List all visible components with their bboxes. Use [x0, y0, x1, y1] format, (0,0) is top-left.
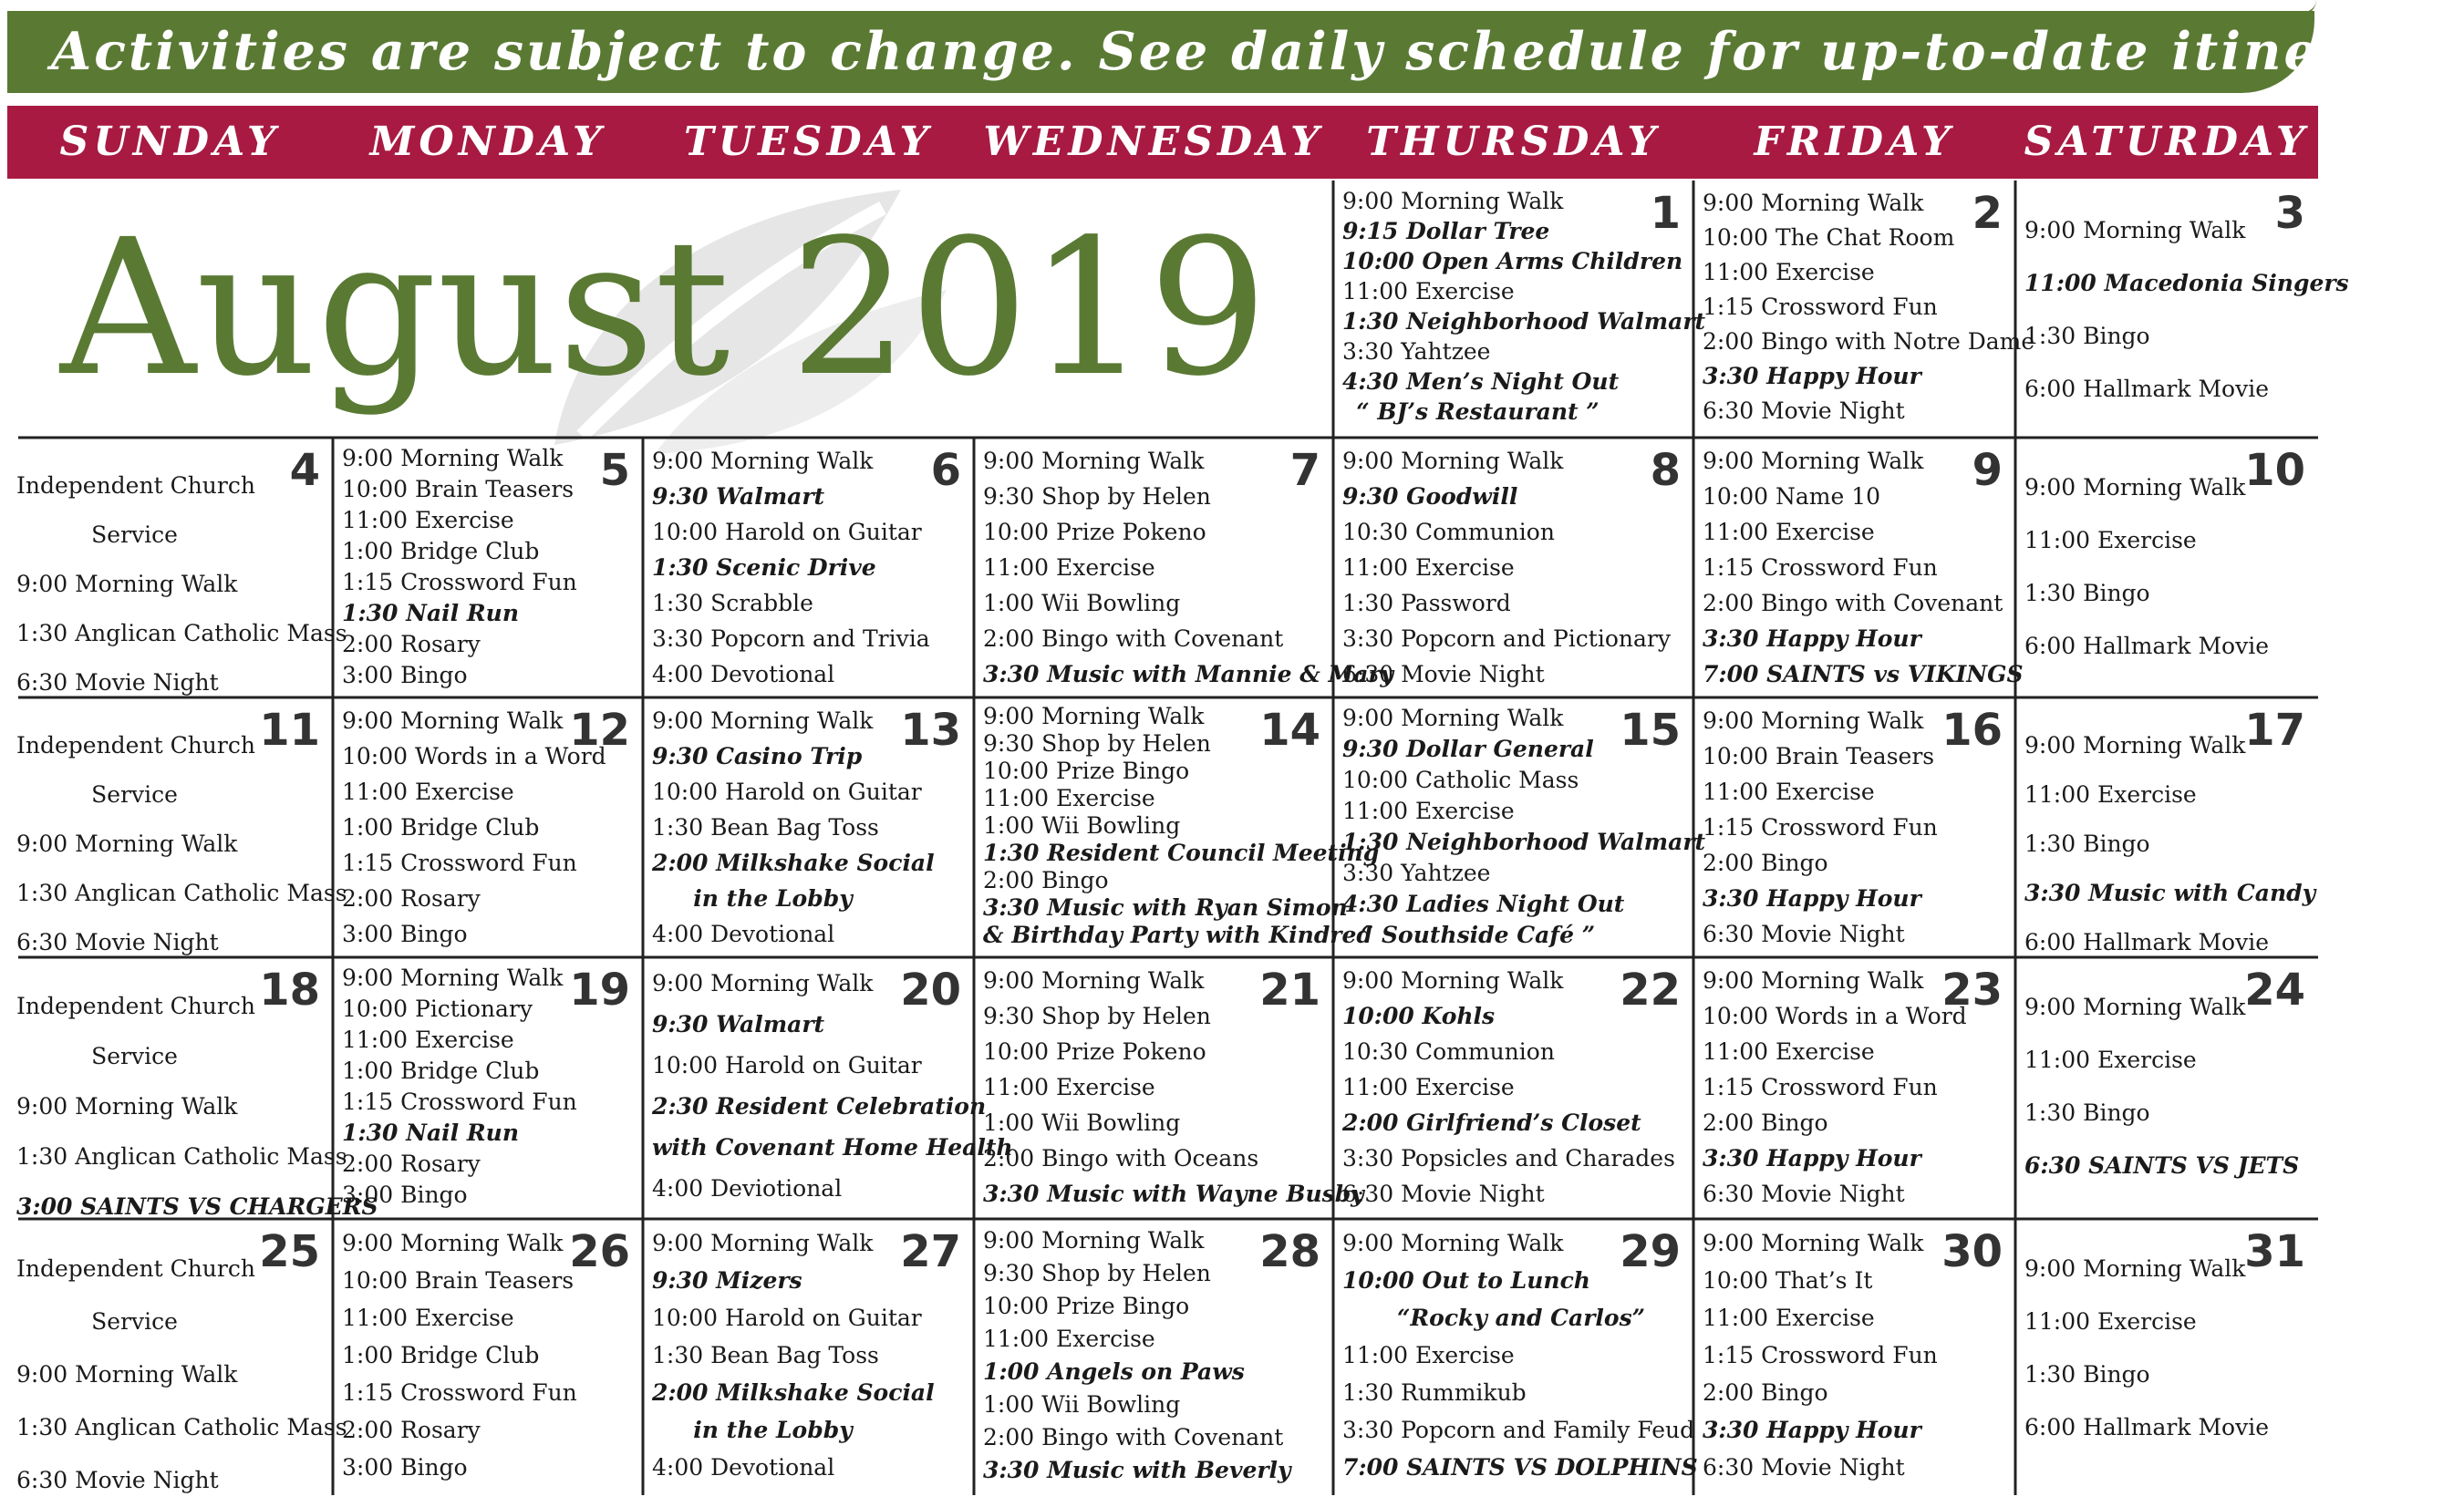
day-number: 10 — [2244, 445, 2305, 496]
day-cell-12[interactable] — [333, 697, 643, 957]
event-item: 9:30 Shop by Helen — [983, 483, 1211, 510]
event-item: 10:00 Kohls — [1342, 1003, 1496, 1029]
day-number: 16 — [1941, 705, 2003, 756]
event-item: 3:00 Bingo — [342, 1182, 468, 1208]
event-item: 9:00 Morning Walk — [16, 1361, 238, 1388]
event-item: 1:30 Neighborhood Walmart — [1342, 308, 1706, 335]
event-item: 1:30 Anglican Catholic Mass — [16, 620, 347, 646]
day-number: 17 — [2244, 705, 2305, 756]
event-item: Service — [91, 1043, 178, 1069]
event-item: 3:00 SAINTS VS CHARGERS — [16, 1193, 378, 1220]
event-item: 10:00 Open Arms Children — [1342, 248, 1683, 274]
day-number: 4 — [289, 445, 320, 496]
day-number: 3 — [2274, 188, 2305, 239]
event-item: Service — [91, 521, 178, 548]
title-area — [7, 181, 1330, 436]
event-item: 3:30 Happy Hour — [1703, 625, 1921, 652]
event-item: 9:00 Morning Walk — [1703, 707, 1924, 734]
event-item: 3:30 Yahtzee — [1342, 338, 1491, 365]
event-item: 10:00 Prize Bingo — [983, 1293, 1190, 1319]
event-item: 1:00 Wii Bowling — [983, 1110, 1181, 1136]
day-cell-23[interactable] — [1693, 957, 2015, 1219]
event-item: 4:00 Deviotional — [652, 1175, 843, 1202]
event-item: 2:00 Bingo with Oceans — [983, 1145, 1259, 1172]
day-cell-29[interactable] — [1333, 1219, 1698, 1495]
event-item: 9:00 Morning Walk — [1342, 188, 1564, 214]
event-list — [2024, 186, 2349, 416]
event-item: 11:00 Exercise — [983, 1326, 1155, 1352]
day-number: 28 — [1259, 1226, 1320, 1277]
event-item: 1:30 Password — [1342, 590, 1511, 616]
event-item: 3:30 Yahtzee — [1342, 860, 1491, 886]
event-item: 10:00 Pictionary — [342, 996, 533, 1022]
day-number: 19 — [569, 965, 630, 1016]
day-number: 22 — [1620, 965, 1681, 1016]
event-item: 7:00 SAINTS VS DOLPHINS — [1342, 1454, 1698, 1481]
event-item: 9:00 Morning Walk — [2024, 1255, 2246, 1282]
event-item: 1:30 Bingo — [2024, 831, 2150, 857]
day-cell-9[interactable] — [1693, 438, 2024, 697]
event-item: 1:30 Bean Bag Toss — [652, 1342, 879, 1368]
event-item: 10:00 Words in a Word — [342, 743, 606, 769]
event-item: 4:30 Men’s Night Out — [1342, 368, 1620, 395]
event-item: 2:00 Rosary — [342, 1151, 481, 1177]
event-item: 9:00 Morning Walk — [1703, 967, 1924, 994]
event-item: 9:00 Morning Walk — [1342, 967, 1564, 994]
event-item: in the Lobby — [693, 885, 853, 912]
day-number: 31 — [2244, 1226, 2305, 1277]
event-item: 9:00 Morning Walk — [16, 831, 238, 857]
event-item: 6:00 Hallmark Movie — [2024, 376, 2270, 402]
event-item: 10:00 Brain Teasers — [342, 1267, 575, 1294]
event-item: 6:30 Movie Night — [1703, 1181, 1905, 1207]
event-item: 1:00 Bridge Club — [342, 1058, 540, 1084]
event-item: 11:00 Exercise — [1342, 798, 1515, 824]
event-item: 3:30 Happy Hour — [1703, 363, 1921, 389]
day-number: 18 — [259, 965, 320, 1016]
event-item: 10:00 Prize Bingo — [983, 758, 1190, 784]
event-item: 10:00 Harold on Guitar — [652, 1305, 922, 1331]
event-item: in the Lobby — [693, 1417, 853, 1443]
event-item: 3:30 Happy Hour — [1703, 1145, 1921, 1172]
day-number: 1 — [1650, 188, 1681, 239]
event-item: 1:30 Bingo — [2024, 1099, 2150, 1126]
event-item: 1:15 Crossword Fun — [1703, 1074, 1938, 1100]
event-item: 6:00 Hallmark Movie — [2024, 929, 2270, 955]
event-item: 1:30 Neighborhood Walmart — [1342, 829, 1706, 855]
day-number: 24 — [2244, 965, 2305, 1016]
event-item: 9:00 Morning Walk — [342, 445, 564, 471]
weekday-wednesday: WEDNESDAY — [983, 119, 1324, 165]
event-item: 9:00 Morning Walk — [1703, 1230, 1924, 1256]
day-cell-27[interactable] — [643, 1219, 974, 1495]
event-item: 11:00 Macedonia Singers — [2024, 270, 2349, 296]
event-item: 6:30 Movie Night — [16, 1467, 219, 1493]
event-item: 2:00 Rosary — [342, 631, 481, 657]
event-item: 1:15 Crossword Fun — [1703, 1342, 1938, 1368]
event-item: 10:30 Communion — [1342, 1038, 1555, 1065]
event-item: 2:30 Resident Celebration — [652, 1093, 987, 1120]
event-item: 4:00 Devotional — [652, 1454, 835, 1481]
day-cell-5[interactable] — [333, 438, 643, 697]
event-item: 9:00 Morning Walk — [652, 1230, 874, 1256]
event-item: 11:00 Exercise — [1703, 519, 1875, 545]
event-item: 3:30 Music with Ryan Simon — [983, 894, 1348, 921]
event-item: 1:30 Anglican Catholic Mass — [16, 880, 347, 906]
event-item: 11:00 Exercise — [2024, 1047, 2197, 1073]
day-cell-31[interactable] — [2015, 1219, 2318, 1495]
event-item: 11:00 Exercise — [983, 554, 1155, 581]
event-item: 1:30 Nail Run — [342, 600, 519, 626]
event-item: 9:00 Morning Walk — [652, 970, 874, 996]
event-list — [983, 443, 1394, 692]
event-item: 2:00 Bingo — [983, 867, 1109, 893]
event-list — [652, 443, 967, 692]
event-item: 10:00 Out to Lunch — [1342, 1267, 1590, 1294]
event-item: 9:30 Shop by Helen — [983, 1260, 1211, 1286]
event-item: 9:30 Shop by Helen — [983, 1003, 1211, 1029]
event-item: 1:15 Crossword Fun — [342, 1379, 577, 1406]
event-item: 11:00 Exercise — [1703, 779, 1875, 805]
event-item: “ Southside Café ” — [1360, 922, 1596, 948]
event-item: 2:00 Bingo with Covenant — [983, 625, 1284, 652]
event-item: 6:30 Movie Night — [1703, 1454, 1905, 1481]
event-item: 9:00 Morning Walk — [1703, 190, 1924, 216]
event-item: 9:30 Casino Trip — [652, 743, 863, 769]
event-item: 1:15 Crossword Fun — [342, 850, 577, 876]
event-item: 11:00 Exercise — [2024, 527, 2197, 553]
event-item: 6:30 Movie Night — [16, 669, 219, 696]
event-item: 10:00 That’s It — [1703, 1267, 1873, 1294]
weekday-friday: FRIDAY — [1754, 119, 1955, 165]
day-cell-15[interactable] — [1333, 697, 1706, 957]
weekday-header — [7, 106, 2318, 179]
event-item: 11:00 Exercise — [1342, 1074, 1515, 1100]
event-item: 1:30 Rummikub — [1342, 1379, 1527, 1406]
event-item: 2:00 Bingo with Notre Dame — [1703, 328, 2035, 355]
day-cell-24[interactable] — [2015, 957, 2318, 1219]
event-item: 1:00 Bridge Club — [342, 814, 540, 841]
event-item: 2:00 Milkshake Social — [652, 1379, 935, 1406]
event-item: 1:15 Crossword Fun — [1703, 554, 1938, 581]
day-number: 9 — [1972, 445, 2003, 496]
event-item: 1:30 Resident Council Meeting — [983, 840, 1380, 866]
event-item: 3:00 Bingo — [342, 921, 468, 947]
event-item: 2:00 Bingo with Covenant — [983, 1424, 1284, 1450]
day-cell-3[interactable] — [2015, 181, 2349, 438]
day-number: 20 — [900, 965, 961, 1016]
day-cell-10[interactable] — [2015, 438, 2318, 697]
event-item: 11:00 Exercise — [1342, 554, 1515, 581]
day-cell-2[interactable] — [1693, 181, 2035, 438]
event-item: Independent Church — [16, 472, 255, 499]
event-item: 7:00 SAINTS vs VIKINGS — [1703, 661, 2024, 687]
event-item: 6:00 Hallmark Movie — [2024, 633, 2270, 659]
day-cell-8[interactable] — [1333, 438, 1693, 697]
day-cell-17[interactable] — [2015, 697, 2318, 957]
event-item: 3:30 Music with Wayne Busby — [983, 1181, 1364, 1207]
event-item: 9:30 Shop by Helen — [983, 730, 1211, 757]
day-number: 15 — [1620, 705, 1681, 756]
event-item: 9:00 Morning Walk — [1342, 448, 1564, 474]
event-item: 10:00 Harold on Guitar — [652, 519, 922, 545]
event-item: 9:00 Morning Walk — [983, 448, 1205, 474]
event-item: 2:00 Rosary — [342, 885, 481, 912]
event-item: 3:00 Bingo — [342, 1454, 468, 1481]
notice-banner: Activities are subject to change. See daily schedule for up-to-date itinerary. — [7, 11, 2314, 93]
event-item: 11:00 Exercise — [342, 779, 514, 805]
event-item: 10:00 Name 10 — [1703, 483, 1881, 510]
event-item: 9:00 Morning Walk — [16, 1093, 238, 1120]
event-item: 4:30 Ladies Night Out — [1342, 891, 1625, 917]
day-cell-1[interactable] — [1333, 181, 1706, 438]
day-cell-26[interactable] — [333, 1219, 643, 1495]
day-cell-25[interactable] — [7, 1219, 347, 1495]
event-item: 9:00 Morning Walk — [2024, 732, 2246, 759]
event-item: 10:00 Harold on Guitar — [652, 779, 922, 805]
event-item: 1:00 Bridge Club — [342, 538, 540, 564]
event-item: 10:30 Communion — [1342, 519, 1555, 545]
event-item: 3:30 Happy Hour — [1703, 1417, 1921, 1443]
event-item: 9:00 Morning Walk — [342, 965, 564, 991]
day-cell-20[interactable] — [643, 957, 1013, 1219]
day-number: 13 — [900, 705, 961, 756]
event-item: 1:15 Crossword Fun — [1703, 814, 1938, 841]
event-item: 9:00 Morning Walk — [983, 703, 1205, 729]
event-item: 9:30 Walmart — [652, 1011, 825, 1037]
event-item: 1:30 Bingo — [2024, 580, 2150, 606]
event-item: 2:00 Bingo — [1703, 1110, 1828, 1136]
event-item: 11:00 Exercise — [983, 785, 1155, 811]
event-item: 6:30 Movie Night — [1342, 661, 1545, 687]
event-item: 11:00 Exercise — [1703, 259, 1875, 285]
event-item: 9:30 Walmart — [652, 483, 825, 510]
day-number: 27 — [900, 1226, 961, 1277]
event-item: 10:00 Brain Teasers — [342, 476, 575, 502]
event-list — [16, 443, 347, 707]
event-item: 1:15 Crossword Fun — [342, 1089, 577, 1115]
event-item: Service — [91, 1308, 178, 1335]
event-item: Independent Church — [16, 732, 255, 759]
event-item: 9:30 Mizers — [652, 1267, 802, 1294]
event-item: & Birthday Party with Kindred — [983, 922, 1372, 948]
day-cell-28[interactable] — [974, 1219, 1333, 1495]
day-number: 29 — [1620, 1226, 1681, 1277]
event-list — [1342, 186, 1706, 427]
day-cell-30[interactable] — [1693, 1219, 2015, 1495]
event-item: 9:30 Goodwill — [1342, 483, 1518, 510]
event-item: 10:00 Prize Pokeno — [983, 1038, 1206, 1065]
event-item: 10:00 The Chat Room — [1703, 224, 1955, 251]
event-item: 2:00 Girlfriend’s Closet — [1342, 1110, 1641, 1136]
event-item: 6:30 Movie Night — [1342, 1181, 1545, 1207]
event-item: 2:00 Bingo — [1703, 850, 1828, 876]
day-cell-6[interactable] — [643, 438, 974, 697]
event-item: 3:30 Music with Mannie & Mary — [983, 661, 1394, 687]
event-item: 6:00 Hallmark Movie — [2024, 1414, 2270, 1440]
event-item: 9:00 Morning Walk — [983, 1227, 1205, 1254]
weekday-thursday: THURSDAY — [1366, 119, 1661, 165]
event-item: 2:00 Bingo — [1703, 1379, 1828, 1406]
event-item: 1:30 Bean Bag Toss — [652, 814, 879, 841]
event-item: 11:00 Exercise — [342, 1027, 514, 1053]
day-cell-19[interactable] — [333, 957, 643, 1219]
day-number: 21 — [1259, 965, 1320, 1016]
event-list — [342, 443, 636, 691]
event-list — [1703, 443, 2024, 692]
day-cell-13[interactable] — [643, 697, 974, 957]
weekday-tuesday: TUESDAY — [684, 119, 933, 165]
event-item: Independent Church — [16, 1255, 255, 1282]
event-item: 1:00 Angels on Paws — [983, 1358, 1245, 1385]
event-item: 1:15 Crossword Fun — [1703, 294, 1938, 320]
event-item: 1:15 Crossword Fun — [342, 569, 577, 595]
month-title: August 2019 — [60, 199, 1268, 418]
event-item: 9:00 Morning Walk — [342, 1230, 564, 1256]
event-item: 9:00 Morning Walk — [1703, 448, 1924, 474]
event-item: 1:00 Bridge Club — [342, 1342, 540, 1368]
event-item: 10:00 Harold on Guitar — [652, 1052, 922, 1079]
event-item: 10:00 Prize Pokeno — [983, 519, 1206, 545]
event-item: 9:00 Morning Walk — [16, 571, 238, 597]
event-item: 1:30 Bingo — [2024, 1361, 2150, 1388]
day-number: 12 — [569, 705, 630, 756]
day-cell-14[interactable] — [974, 697, 1380, 957]
event-item: “Rocky and Carlos” — [1397, 1305, 1646, 1331]
event-item: 9:00 Morning Walk — [2024, 994, 2246, 1020]
event-item: 1:30 Bingo — [2024, 323, 2150, 349]
event-item: 2:00 Milkshake Social — [652, 850, 935, 876]
day-cell-4[interactable] — [7, 438, 347, 697]
weekday-monday: MONDAY — [369, 119, 606, 165]
event-item: 11:00 Exercise — [2024, 1308, 2197, 1335]
event-item: 4:00 Devotional — [652, 921, 835, 947]
event-item: 11:00 Exercise — [1703, 1305, 1875, 1331]
event-item: 6:30 SAINTS VS JETS — [2024, 1152, 2300, 1179]
day-cell-21[interactable] — [974, 957, 1364, 1219]
day-number: 11 — [259, 705, 320, 756]
event-item: 9:00 Morning Walk — [652, 707, 874, 734]
event-item: 2:00 Bingo with Covenant — [1703, 590, 2003, 616]
event-item: 11:00 Exercise — [342, 507, 514, 533]
day-number: 5 — [599, 445, 630, 496]
event-item: 9:15 Dollar Tree — [1342, 218, 1550, 244]
event-item: 3:30 Popcorn and Trivia — [652, 625, 930, 652]
day-number: 30 — [1941, 1226, 2003, 1277]
event-item: 3:30 Music with Beverly — [983, 1457, 1291, 1483]
event-item: 11:00 Exercise — [2024, 781, 2197, 808]
event-item: 3:30 Popcorn and Pictionary — [1342, 625, 1671, 652]
event-item: 1:00 Wii Bowling — [983, 1391, 1181, 1418]
event-item: Independent Church — [16, 993, 255, 1019]
event-item: 1:30 Nail Run — [342, 1120, 519, 1146]
day-number: 8 — [1650, 445, 1681, 496]
event-item: 2:00 Rosary — [342, 1417, 481, 1443]
event-item: 11:00 Exercise — [1703, 1038, 1875, 1065]
event-item: 10:00 Brain Teasers — [1703, 743, 1935, 769]
event-item: 1:00 Wii Bowling — [983, 590, 1181, 616]
event-item: 9:00 Morning Walk — [342, 707, 564, 734]
day-cell-22[interactable] — [1333, 957, 1693, 1219]
day-cell-18[interactable] — [7, 957, 378, 1220]
day-cell-11[interactable] — [7, 697, 347, 957]
event-item: “ BJ’s Restaurant ” — [1356, 398, 1600, 425]
event-item: 1:30 Scenic Drive — [652, 554, 876, 581]
event-list — [1703, 186, 2035, 428]
day-number: 7 — [1289, 445, 1320, 496]
event-item: 9:00 Morning Walk — [1342, 705, 1564, 731]
day-cell-16[interactable] — [1693, 697, 2015, 957]
event-item: 6:30 Movie Night — [1703, 397, 1905, 424]
event-item: 9:00 Morning Walk — [1342, 1230, 1564, 1256]
event-item: 9:00 Morning Walk — [983, 967, 1205, 994]
day-number: 23 — [1941, 965, 2003, 1016]
event-item: 3:30 Happy Hour — [1703, 885, 1921, 912]
event-item: 11:00 Exercise — [342, 1305, 514, 1331]
event-item: 9:30 Dollar General — [1342, 736, 1594, 762]
event-item: 9:00 Morning Walk — [2024, 474, 2246, 501]
day-cell-7[interactable] — [974, 438, 1394, 697]
event-item: 3:30 Popcorn and Family Feud — [1342, 1417, 1695, 1443]
event-item: 1:30 Anglican Catholic Mass — [16, 1414, 347, 1440]
day-number: 26 — [569, 1226, 630, 1277]
event-item: 3:30 Music with Candy — [2024, 880, 2316, 906]
event-item: 3:00 Bingo — [342, 662, 468, 688]
day-number: 25 — [259, 1226, 320, 1277]
event-item: 4:00 Devotional — [652, 661, 835, 687]
day-number: 2 — [1972, 188, 2003, 239]
event-item: 9:00 Morning Walk — [652, 448, 874, 474]
event-item: 1:00 Wii Bowling — [983, 812, 1181, 839]
weekday-sunday: SUNDAY — [59, 119, 281, 165]
event-item: 1:30 Scrabble — [652, 590, 813, 616]
event-item: 11:00 Exercise — [983, 1074, 1155, 1100]
event-item: 1:30 Anglican Catholic Mass — [16, 1143, 347, 1170]
event-item: 3:30 Popsicles and Charades — [1342, 1145, 1675, 1172]
event-list — [1342, 443, 1686, 692]
day-number: 14 — [1259, 705, 1320, 756]
event-item: 10:00 Words in a Word — [1703, 1003, 1967, 1029]
event-item: 6:30 Movie Night — [16, 929, 219, 955]
day-number: 6 — [930, 445, 961, 496]
event-item: 11:00 Exercise — [1342, 1342, 1515, 1368]
event-item: with Covenant Home Health — [652, 1134, 1013, 1161]
event-item: 10:00 Catholic Mass — [1342, 767, 1579, 793]
event-item: 6:30 Movie Night — [1703, 921, 1905, 947]
event-item: 11:00 Exercise — [1342, 278, 1515, 304]
weekday-saturday: SATURDAY — [2024, 119, 2310, 165]
event-item: Service — [91, 781, 178, 808]
event-item: 9:00 Morning Walk — [2024, 217, 2246, 243]
